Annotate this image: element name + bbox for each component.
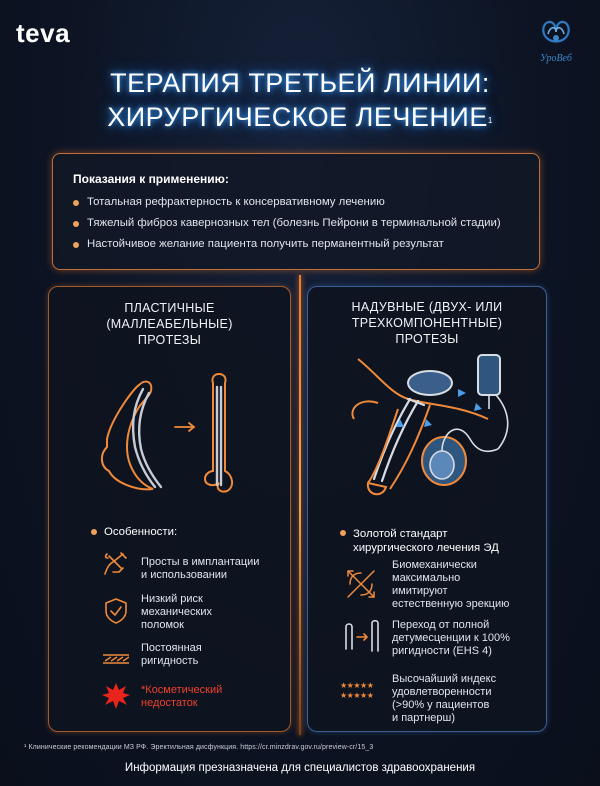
hand-tools-icon <box>101 550 131 578</box>
feature-line: Биомеханически <box>392 559 477 571</box>
features-title: Особенности: <box>91 526 177 538</box>
indications-title: Показания к применению: <box>73 172 229 186</box>
feature-text <box>392 619 510 658</box>
stars-rating-icon: ★★★★★ ★★★★★ <box>340 681 374 700</box>
feature-line: естественную эрекцию <box>392 598 510 610</box>
card-title-line: (МАЛЛЕАБЕЛЬНЫЕ) <box>106 317 233 331</box>
feature-line: механических <box>141 606 212 618</box>
card-title-line: ПРОТЕЗЫ <box>395 332 459 346</box>
feature-text-warning <box>141 684 222 710</box>
malleable-prosthesis-card <box>48 286 291 732</box>
feature-line: ригидности (EHS 4) <box>392 645 492 657</box>
feature-line: Просты в имплантации <box>141 556 260 568</box>
feature-line: максимально <box>392 572 461 584</box>
feature-line: Низкий риск <box>141 593 203 605</box>
transition-icon <box>340 619 384 655</box>
gold-standard-line: Золотой стандарт <box>353 528 448 540</box>
feature-text <box>392 559 509 611</box>
feature-line: недостаток <box>141 697 198 709</box>
inflatable-prosthesis-illustration <box>338 349 528 509</box>
feature-line: и партнерш) <box>392 712 455 724</box>
glowing-divider <box>299 275 301 735</box>
feature-line: детумесценции к 100% <box>392 632 510 644</box>
title-footnote-mark: 1 <box>487 116 493 125</box>
feature-line: имитируют <box>392 585 448 597</box>
feature-text <box>141 556 259 582</box>
biomechanics-arrows-icon <box>344 567 378 601</box>
feature-text <box>392 673 496 725</box>
feature-line: Переход от полной <box>392 619 490 631</box>
card-title-line: НАДУВНЫЕ (ДВУХ- ИЛИ <box>351 300 503 314</box>
indications-box <box>52 153 540 270</box>
title-line-2-text: ХИРУРГИЧЕСКОЕ ЛЕЧЕНИЕ <box>107 102 488 132</box>
feature-text <box>141 642 202 668</box>
inflatable-card-title <box>308 299 546 347</box>
uroweb-logo <box>530 14 582 64</box>
indication-item: Настойчивое желание пациента получить перманентный результат <box>73 238 519 250</box>
malleable-card-title <box>49 300 290 348</box>
malleable-prosthesis-illustration <box>93 359 253 499</box>
teva-logo: teva <box>16 18 71 48</box>
rigid-bar-icon <box>101 645 131 673</box>
title-line-2 <box>0 100 600 134</box>
feature-line: ригидность <box>141 655 199 667</box>
title-line-1: ТЕРАПИЯ ТРЕТЬЕЙ ЛИНИИ: <box>110 68 490 98</box>
gold-standard-line: хирургического лечения ЭД <box>353 542 499 554</box>
feature-line: (>90% у пациентов <box>392 699 490 711</box>
uroweb-emblem-icon <box>536 14 576 50</box>
card-title-line: ТРЕХКОМПОНЕНТНЫЕ) <box>351 316 503 330</box>
feature-line: *Косметический <box>141 684 223 696</box>
shield-check-icon <box>101 597 131 625</box>
uroweb-logo-text: УроВеб <box>540 53 572 64</box>
indication-item: Тяжелый фиброз кавернозных тел (болезнь Пейрони в терминальной стадии) <box>73 217 519 229</box>
feature-line: Постоянная <box>141 642 202 654</box>
feature-line: поломок <box>141 619 184 631</box>
indication-item: Тотальная рефрактерность к консервативному лечению <box>73 196 519 208</box>
warning-burst-icon <box>101 682 131 710</box>
feature-text <box>141 593 212 632</box>
inflatable-prosthesis-card <box>307 286 547 732</box>
feature-line: Высочайший индекс <box>392 673 497 685</box>
card-title-line: ПЛАСТИЧНЫЕ <box>124 301 215 315</box>
footnote: ¹ Клинические рекомендации МЗ РФ. Эректильная дисфункция. https://cr.minzdrav.gov.ru/preview-cr/15_3 <box>24 744 374 751</box>
page-title <box>0 66 600 134</box>
feature-line: удовлетворенности <box>392 686 492 698</box>
gold-standard-title <box>340 527 499 555</box>
card-title-line: ПРОТЕЗЫ <box>137 333 202 347</box>
footer-disclaimer: Информация презназначена для специалистов здравоохранения <box>124 762 476 774</box>
feature-line: и использовании <box>141 569 228 581</box>
